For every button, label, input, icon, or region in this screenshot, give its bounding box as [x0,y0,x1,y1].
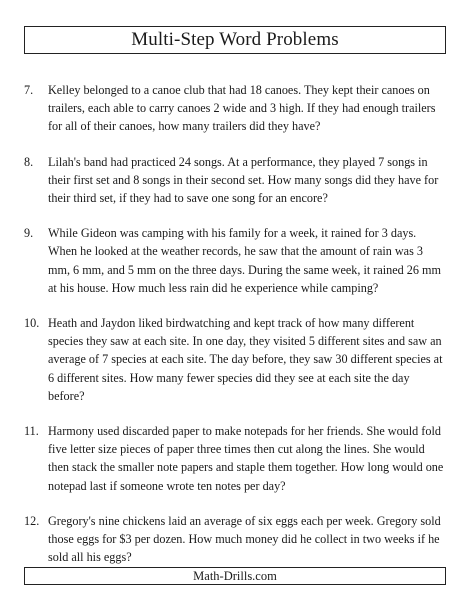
problem-number: 12. [24,513,40,528]
problem-number: 8. [24,154,34,169]
problem-text: Lilah's band had practiced 24 songs. At a performance, they played 7 songs in their first set and 8 songs in their second set. How many songs did they have for their third set, if they had to save one song for an encore? [48,154,439,206]
problem-number: 7. [24,83,34,97]
problem-list [24,81,454,583]
problem-item [24,422,454,495]
problem-number: 11. [24,424,39,439]
problem-text: Gregory's nine chickens laid an average of six eggs each per week. Gregory sold those eggs for $3 per dozen. How much money did he collect in two weeks if he sold all his eggs? [48,513,441,565]
problem-item [24,153,454,208]
worksheet-footer [24,567,446,585]
problem-text: While Gideon was camping with his family for a week, it rained for 3 days. When he looked at the weather records, he saw that the amount of rain was 3 mm, 6 mm, and 5 mm on the three days. During the same week, it rained 26 mm at his house. How much less rain did he experience while camping? [48,226,441,295]
problem-text: Heath and Jaydon liked birdwatching and kept track of how many different species they saw at each site. In one day, they visited 5 different sites and saw an average of 7 species at each site. The day before, they saw 30 different species at 6 different sites. How many fewer species did they see at each site the day before? [48,316,443,403]
worksheet-title-text: Multi-Step Word Problems [131,29,339,50]
problem-number: 10. [24,316,40,331]
footer-site-name: Math-Drills.com [193,568,277,583]
problem-item [24,81,454,136]
problem-item [24,224,454,297]
problem-item [24,512,454,567]
worksheet-title [24,26,446,54]
problem-text: Kelley belonged to a canoe club that had 18 canoes. They kept their canoes on trailers, each able to carry canoes 2 wide and 3 high. If they had enough trailers for all of their canoes, how many trailers did they have? [48,83,436,134]
problem-text: Harmony used discarded paper to make notepads for her friends. She would fold five letter size pieces of paper three times then cut along the lines. She would then stack the smaller note papers and staple them together. How long would one notepad last if someone wrote ten notes per day? [48,424,444,493]
problem-number: 9. [24,226,34,241]
problem-item [24,314,454,405]
